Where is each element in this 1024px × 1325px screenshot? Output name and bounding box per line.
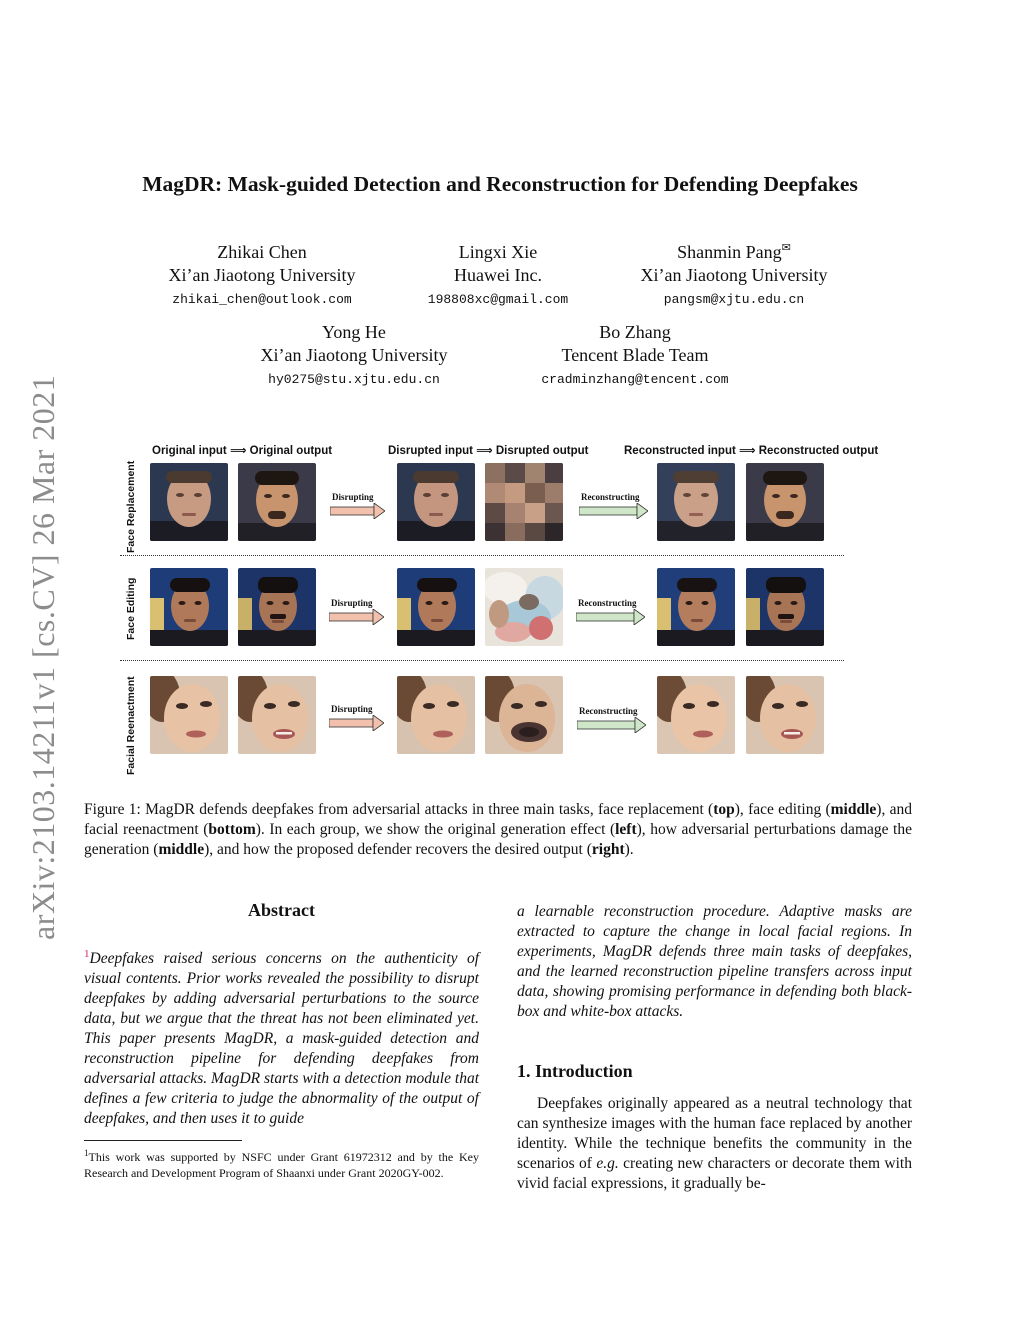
envelope-icon: ✉ xyxy=(781,242,791,254)
author-affiliation: Tencent Blade Team xyxy=(561,345,709,365)
row-separator xyxy=(120,660,844,661)
reconstructing-arrow-icon xyxy=(577,717,646,733)
footnote-rule xyxy=(84,1140,242,1141)
face-image-original-input xyxy=(150,568,228,646)
header-reconstructed-input: Reconstructed input xyxy=(624,445,736,457)
face-image-reconstructed-output xyxy=(746,676,824,754)
author-name-line xyxy=(614,241,854,264)
header-original-output: Original output xyxy=(249,445,333,457)
reconstructing-arrow-icon xyxy=(576,609,645,625)
abstract-right-column: a learnable reconstruction procedure. Adaptive masks are extracted to capture the change in local facial regions. In experiments, MagDR defends three main tasks of deepfakes, and the learned reconstruction pipeline transfers across input data, showing promising performance in defending both black-box and white-box attacks. xyxy=(517,903,912,1020)
row-label-face-editing: Face Editing xyxy=(125,577,137,640)
face-image-original-output xyxy=(238,676,316,754)
abstract-text: Deepfakes raised serious concerns on the authenticity of visual contents. Prior works revealed the possibility to disrupt deepfakes by adding adversarial perturbations to the source data, but we argue that the threat has not been eliminated yet. This paper presents MagDR, a mask-guided detection and reconstruction pipeline for defending deepfakes from adversarial attacks. MagDR starts with a detection module that defines a few criteria to judge the abnormality of the output of deepfakes, and then uses it to guide xyxy=(84,950,479,1128)
author-email: zhikai_chen@outlook.com xyxy=(172,292,352,307)
author-email: pangsm@xjtu.edu.cn xyxy=(663,292,805,307)
author-affiliation: Xi’an Jiaotong University xyxy=(640,265,828,285)
face-image-disrupted-output xyxy=(485,568,563,646)
section-heading-introduction: 1. Introduction xyxy=(517,1061,633,1081)
row-label-facial-reenactment: Facial Reenactment xyxy=(125,676,137,775)
face-image-original-output xyxy=(238,463,316,541)
author-block-1 xyxy=(142,241,382,307)
figure-header-original xyxy=(152,443,332,457)
caption-text: Figure 1: MagDR defends deepfakes from adversarial attacks in three main tasks, face replacement ( xyxy=(84,801,714,818)
face-image-reconstructed-output xyxy=(746,568,824,646)
author-email: 198808xc@gmail.com xyxy=(427,292,569,307)
disrupting-arrow-icon xyxy=(329,609,384,625)
author-name: Lingxi Xie xyxy=(458,242,538,262)
caption-text: ), and how the proposed defender recovers the desired output ( xyxy=(204,841,592,858)
header-disrupted-output: Disrupted output xyxy=(495,445,589,457)
abstract-left-column xyxy=(84,944,479,1129)
introduction-paragraph xyxy=(517,1094,912,1194)
caption-text: ), how adversarial perturbations damage the generation ( xyxy=(84,821,912,858)
face-image-original-input xyxy=(150,676,228,754)
disrupting-arrow-icon xyxy=(329,715,384,731)
caption-text: ). In each group, we show the original generation effect ( xyxy=(255,821,616,838)
arrow-label-disrupting: Disrupting xyxy=(331,598,373,608)
paper-title: MagDR: Mask-guided Detection and Reconstruction for Defending Deepfakes xyxy=(142,172,858,196)
caption-bold: right xyxy=(591,841,625,858)
abstract-heading: Abstract xyxy=(248,900,315,920)
caption-text: ), face editing ( xyxy=(734,801,831,818)
face-image-disrupted-output xyxy=(485,676,563,754)
footnote-mark: 1 xyxy=(84,948,90,960)
face-image-disrupted-output xyxy=(485,463,563,541)
header-reconstructed-output: Reconstructed output xyxy=(758,445,879,457)
disrupting-arrow-icon xyxy=(330,503,385,519)
figure-1 xyxy=(120,440,879,780)
row-label-face-replacement: Face Replacement xyxy=(125,460,137,553)
footnote xyxy=(84,1146,479,1181)
face-image-reconstructed-input xyxy=(657,463,735,541)
caption-text: ). xyxy=(624,841,634,858)
row-separator xyxy=(120,555,844,556)
author-affiliation: Huawei Inc. xyxy=(454,265,542,285)
arrow-label-disrupting: Disrupting xyxy=(331,704,373,714)
arrow-label-disrupting: Disrupting xyxy=(332,492,374,502)
author-email: cradminzhang@tencent.com xyxy=(541,372,729,387)
face-image-reconstructed-input xyxy=(657,676,735,754)
arrow-label-reconstructing: Reconstructing xyxy=(579,706,638,716)
author-affiliation: Xi’an Jiaotong University xyxy=(168,265,356,285)
arxiv-stamp: arXiv:2103.14211v1 [cs.CV] 26 Mar 2021 xyxy=(25,374,61,940)
face-image-reconstructed-output xyxy=(746,463,824,541)
intro-text: Deepfakes originally appeared as a neutral technology that can synthesize images with the human face replaced by another identity. While the technique benefits the community in the scenarios of xyxy=(517,1095,912,1172)
header-original-input: Original input xyxy=(152,445,227,457)
figure-header-disrupted xyxy=(388,443,589,457)
reconstructing-arrow-icon xyxy=(579,503,648,519)
caption-bold: top xyxy=(713,801,735,818)
author-block-4 xyxy=(234,321,474,387)
author-affiliation: Xi’an Jiaotong University xyxy=(260,345,448,365)
implies-arrow: ⟹ xyxy=(739,445,756,457)
footnote-text: This work was supported by NSFC under Grant 61972312 and by the Key Research and Development Program of Shaanxi under Grant 2020GY-002. xyxy=(84,1150,479,1180)
face-image-original-input xyxy=(150,463,228,541)
author-block-3 xyxy=(614,241,854,307)
implies-arrow: ⟹ xyxy=(476,445,493,457)
author-block-2 xyxy=(398,241,598,307)
face-image-reconstructed-input xyxy=(657,568,735,646)
implies-arrow: ⟹ xyxy=(229,445,247,457)
figure-header-reconstructed xyxy=(624,443,878,457)
arrow-label-reconstructing: Reconstructing xyxy=(581,492,640,502)
caption-bold: bottom xyxy=(208,821,256,838)
intro-emphasis: e.g. xyxy=(596,1155,619,1172)
face-image-disrupted-input xyxy=(397,568,475,646)
author-block-5 xyxy=(515,321,755,387)
footnote-number: 1 xyxy=(84,1148,89,1158)
author-name: Zhikai Chen xyxy=(217,242,307,262)
header-disrupted-input: Disrupted input xyxy=(388,445,473,457)
caption-text: ), and facial reenactment ( xyxy=(84,801,912,838)
intro-text: creating new characters or decorate them with vivid facial expressions, it gradually be- xyxy=(517,1155,912,1192)
author-email: hy0275@stu.xjtu.edu.cn xyxy=(268,372,440,387)
figure-caption xyxy=(84,800,912,860)
face-image-disrupted-input xyxy=(397,676,475,754)
caption-bold: left xyxy=(615,821,637,838)
author-name: Shanmin Pang xyxy=(677,242,782,262)
face-image-disrupted-input xyxy=(397,463,475,541)
face-image-original-output xyxy=(238,568,316,646)
author-name: Yong He xyxy=(322,322,386,342)
author-name: Bo Zhang xyxy=(599,322,671,342)
caption-bold: middle xyxy=(830,801,877,818)
arrow-label-reconstructing: Reconstructing xyxy=(578,598,637,608)
caption-bold: middle xyxy=(158,841,205,858)
